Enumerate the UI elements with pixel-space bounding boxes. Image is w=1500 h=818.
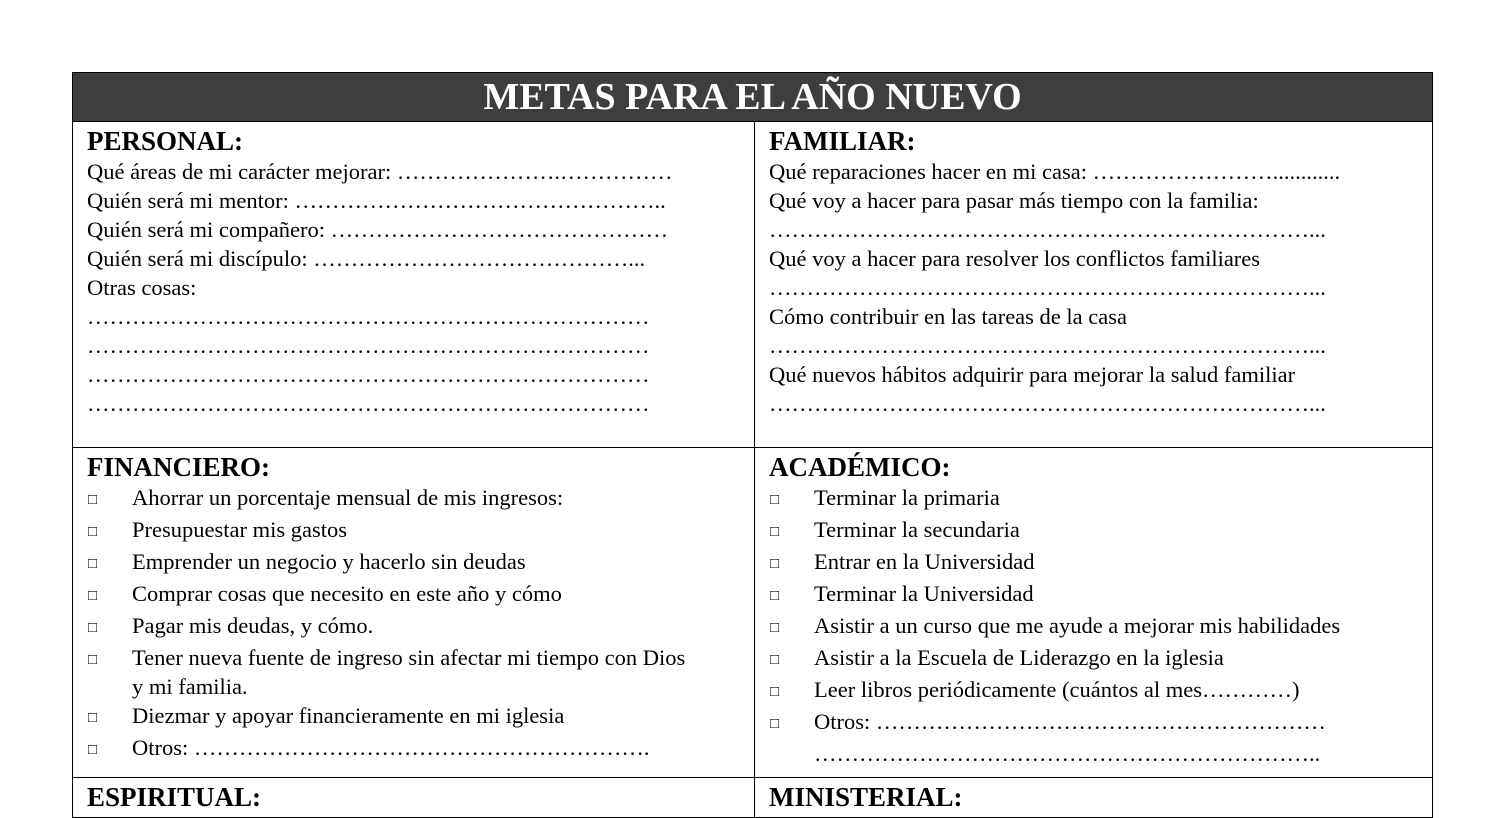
checklist-item-label: Ahorrar un porcentaje mensual de mis ingresos: <box>132 485 564 510</box>
checkbox-icon[interactable]: □ <box>770 524 780 540</box>
section-personal <box>73 122 755 448</box>
personal-line[interactable]: Quién será mi mentor: ………………………………………….. <box>87 188 666 213</box>
checklist-item[interactable] <box>769 579 1418 611</box>
section-heading-financiero: FINANCIERO: <box>87 452 271 482</box>
section-heading-espiritual: ESPIRITUAL: <box>87 782 262 812</box>
personal-fill-line[interactable]: ………………………………………………………………… <box>87 304 650 329</box>
personal-line[interactable]: Quién será mi compañero: ……………………………………… <box>87 217 669 242</box>
checklist-item-label: Otros: …………………………………………………… <box>814 709 1326 734</box>
checkbox-icon[interactable]: □ <box>770 652 780 668</box>
familiar-line: Qué voy a hacer para pasar más tiempo con la familia: <box>769 188 1259 213</box>
familiar-fill-line[interactable]: ………………………………………………………………... <box>769 391 1326 416</box>
checklist-item-label: Entrar en la Universidad <box>814 549 1035 574</box>
section-financiero <box>73 448 755 778</box>
familiar-fill-line[interactable]: ………………………………………………………………... <box>769 275 1326 300</box>
checklist-item[interactable] <box>769 515 1418 547</box>
checkbox-icon[interactable]: □ <box>770 684 780 700</box>
checkbox-icon[interactable]: □ <box>770 588 780 604</box>
checklist-item[interactable] <box>87 579 740 611</box>
checklist-item[interactable] <box>87 733 740 765</box>
checkbox-icon[interactable]: □ <box>88 710 98 726</box>
checkbox-icon[interactable]: □ <box>770 620 780 636</box>
checkbox-icon[interactable]: □ <box>770 492 780 508</box>
checklist-item-label: Tener nueva fuente de ingreso sin afectar mi tiempo con Dios y mi familia. <box>132 645 686 699</box>
checklist-item-label: Pagar mis deudas, y cómo. <box>132 613 374 638</box>
personal-line[interactable]: Qué áreas de mi carácter mejorar: ………………….…………… <box>87 159 673 184</box>
familiar-fill-line[interactable]: ………………………………………………………………... <box>769 217 1326 242</box>
checklist-item-label: Terminar la secundaria <box>814 517 1020 542</box>
document-title: METAS PARA EL AÑO NUEVO <box>73 73 1433 122</box>
checklist-item-label: Terminar la Universidad <box>814 581 1034 606</box>
section-heading-familiar: FAMILIAR: <box>769 126 916 156</box>
personal-fill-line[interactable]: ………………………………………………………………… <box>87 362 650 387</box>
section-familiar <box>755 122 1433 448</box>
personal-line[interactable]: Quién será mi discípulo: ……………………………………... <box>87 246 646 271</box>
checkbox-icon[interactable]: □ <box>770 556 780 572</box>
checkbox-icon[interactable]: □ <box>770 716 780 732</box>
checklist-item[interactable] <box>87 611 740 643</box>
checklist-item[interactable] <box>87 515 740 547</box>
checklist-item[interactable] <box>769 643 1418 675</box>
academico-checklist <box>769 483 1418 739</box>
familiar-line: Qué voy a hacer para resolver los conflictos familiares <box>769 246 1261 271</box>
familiar-line: Cómo contribuir en las tareas de la casa <box>769 304 1127 329</box>
checkbox-icon[interactable]: □ <box>88 588 98 604</box>
checkbox-icon[interactable]: □ <box>88 556 98 572</box>
academico-fill-line[interactable]: ………………………………………………………….. <box>814 741 1321 766</box>
personal-line: Otras cosas: <box>87 275 197 300</box>
section-academico <box>755 448 1433 778</box>
checkbox-icon[interactable]: □ <box>88 652 98 668</box>
checklist-item-label: Terminar la primaria <box>814 485 1000 510</box>
personal-fill-line[interactable]: ………………………………………………………………… <box>87 391 650 416</box>
goals-table <box>72 72 1433 818</box>
checklist-item-label: Asistir a un curso que me ayude a mejorar mis habilidades <box>814 613 1341 638</box>
checklist-item-label: Otros: ……………………………………………………. <box>132 735 650 760</box>
section-heading-academico: ACADÉMICO: <box>769 452 951 482</box>
checklist-item[interactable] <box>87 701 740 733</box>
checkbox-icon[interactable]: □ <box>88 742 98 758</box>
checklist-item-label: Leer libros periódicamente (cuántos al mes…………) <box>814 677 1300 702</box>
familiar-line[interactable]: Qué reparaciones hacer en mi casa: ……………………............ <box>769 159 1341 184</box>
checklist-item[interactable] <box>769 611 1418 643</box>
checklist-item[interactable] <box>769 547 1418 579</box>
checkbox-icon[interactable]: □ <box>88 524 98 540</box>
checkbox-icon[interactable]: □ <box>88 620 98 636</box>
section-espiritual <box>73 778 755 818</box>
financiero-checklist <box>87 483 740 765</box>
checklist-item[interactable] <box>87 643 740 701</box>
section-heading-ministerial: MINISTERIAL: <box>769 782 963 812</box>
checklist-item[interactable] <box>769 483 1418 515</box>
section-ministerial <box>755 778 1433 818</box>
checklist-item[interactable] <box>87 547 740 579</box>
checklist-item-label: Diezmar y apoyar financieramente en mi iglesia <box>132 703 565 728</box>
familiar-line: Qué nuevos hábitos adquirir para mejorar la salud familiar <box>769 362 1296 387</box>
familiar-fill-line[interactable]: ………………………………………………………………... <box>769 333 1326 358</box>
checklist-item[interactable] <box>769 707 1418 739</box>
checklist-item-label: Asistir a la Escuela de Liderazgo en la iglesia <box>814 645 1224 670</box>
personal-fill-line[interactable]: ………………………………………………………………… <box>87 333 650 358</box>
checklist-item[interactable] <box>87 483 740 515</box>
checklist-item[interactable] <box>769 675 1418 707</box>
checklist-item-label: Comprar cosas que necesito en este año y cómo <box>132 581 562 606</box>
checklist-item-label: Emprender un negocio y hacerlo sin deudas <box>132 549 526 574</box>
checklist-item-label: Presupuestar mis gastos <box>132 517 347 542</box>
checkbox-icon[interactable]: □ <box>88 492 98 508</box>
section-heading-personal: PERSONAL: <box>87 126 244 156</box>
